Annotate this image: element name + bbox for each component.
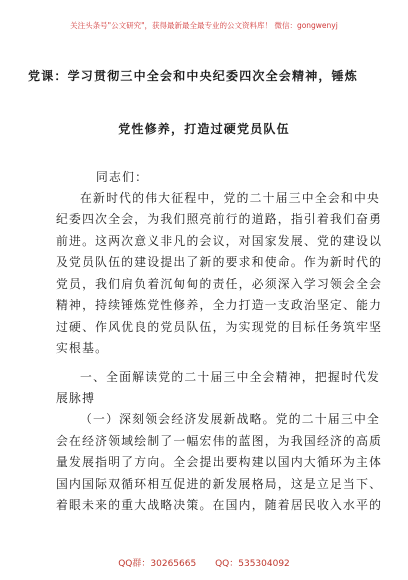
paragraph-line: 国内国际双循环相互促进的新发展格局，这是立足当下、 xyxy=(56,477,383,491)
paragraph-line: 量发展指明了方向。全会提出要构建以国内大循环为主体 xyxy=(56,455,383,469)
doc-title-line1: 党课：学习贯彻三中全会和中央纪委四次全会精神，锤炼 xyxy=(28,69,359,83)
paragraph-line: 着眼未来的重大战略决策。在国内，随着居民收入水平的 xyxy=(56,498,383,512)
footer-contact xyxy=(0,556,408,569)
paragraph-line: 纪委四次全会，为我们照亮前行的道路，指引着我们奋勇 xyxy=(56,212,383,226)
paragraph-line: 及党员队伍的建设提出了新的要求和使命。作为新时代的 xyxy=(56,255,383,269)
paragraph-line: 过硬、作风优良的党员队伍，为实现党的目标任务筑牢坚 xyxy=(56,320,383,334)
paragraph-line: 党员，我们肩负着沉甸甸的责任，必须深入学习领会全会 xyxy=(56,277,383,291)
section-heading: 一、全面解读党的二十届三中全会精神，把握时代发 xyxy=(80,370,381,384)
footer-qq-group: QQ群：30265665 xyxy=(118,559,197,569)
paragraph-line: 实根基。 xyxy=(56,341,109,355)
salutation: 同志们： xyxy=(96,170,149,184)
section-heading-cont: 展脉搏 xyxy=(56,391,96,405)
paragraph-line: 前进。这两次意义非凡的会议，对国家发展、党的建设以 xyxy=(56,234,383,248)
subsection-line: （一）深刻领会经济发展新战略。党的二十届三中全 xyxy=(80,412,381,426)
paragraph-line: 会在经济领域绘制了一幅宏伟的蓝图，为我国经济的高质 xyxy=(56,434,383,448)
footer-qq: QQ：535304092 xyxy=(215,559,290,569)
header-notice: 关注头条号"公文研究"，获得最新最全最专业的公文资料库！ 微信：gongwenyj xyxy=(70,21,338,30)
doc-title-line2: 党性修养，打造过硬党员队伍 xyxy=(118,122,290,136)
paragraph-line: 精神，持续锤炼党性修养，全力打造一支政治坚定、能力 xyxy=(56,298,383,312)
paragraph-line: 在新时代的伟大征程中，党的二十届三中全会和中央 xyxy=(80,191,381,205)
